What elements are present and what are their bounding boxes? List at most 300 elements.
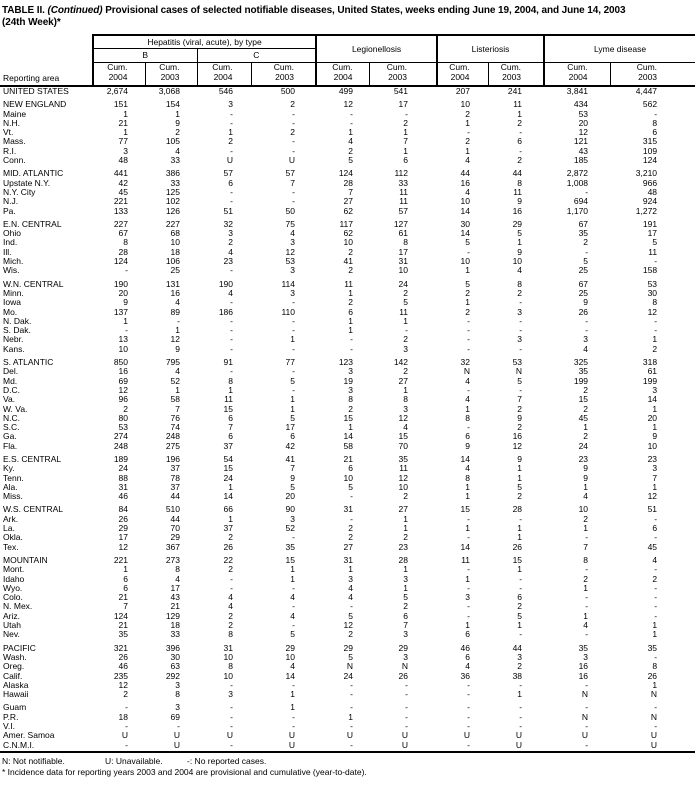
cell-value: - <box>230 316 233 326</box>
cell-value: 11 <box>513 187 523 197</box>
cell-value: 35 <box>285 542 296 552</box>
cell-value: 125 <box>165 187 180 197</box>
cell-value: 9 <box>517 247 523 257</box>
table-row <box>0 257 695 266</box>
table-row <box>0 317 695 326</box>
cell-value: - <box>405 712 409 722</box>
cell-value: 2 <box>517 662 523 672</box>
cell-value: - <box>230 703 233 713</box>
cell-value: 3 <box>175 703 180 713</box>
cell-value: 29 <box>118 524 128 534</box>
cell-value: - <box>467 611 471 621</box>
cell-value: 127 <box>393 219 409 229</box>
cell-value: 44 <box>170 492 180 502</box>
cell-value: - <box>467 385 471 395</box>
cell-value: 89 <box>170 307 180 317</box>
cell-value: 12 <box>118 542 128 552</box>
cell-value: 29 <box>170 533 180 543</box>
table-row <box>0 630 695 639</box>
cell-value: 9 <box>290 473 296 483</box>
cell-value: 7 <box>123 602 128 612</box>
cell-reporting-area: R.I. <box>3 146 17 156</box>
cell-reporting-area: E.S. CENTRAL <box>3 454 62 464</box>
cell-value: 24 <box>398 279 409 289</box>
cell-value: - <box>654 316 658 326</box>
table-bottom-rule <box>0 751 695 754</box>
cell-value: 227 <box>113 219 128 229</box>
cell-value: 190 <box>113 279 128 289</box>
cum-label: Cum. <box>636 62 658 72</box>
cell-value: 41 <box>285 454 296 464</box>
cell-value: - <box>230 335 233 345</box>
table-row <box>0 722 695 731</box>
cell-value: 48 <box>118 156 128 166</box>
cell-value: 24 <box>118 464 128 474</box>
cell-value: 74 <box>170 423 180 433</box>
cell-value: 78 <box>170 473 180 483</box>
cell-value: 2 <box>652 574 658 584</box>
table-row <box>0 672 695 681</box>
cell-value: 17 <box>398 100 409 110</box>
cell-value: 8 <box>465 473 471 483</box>
cell-value: - <box>230 712 233 722</box>
cell-value: 11 <box>399 464 409 474</box>
cell-reporting-area: Minn. <box>3 288 24 298</box>
cell-reporting-area: Tenn. <box>3 473 24 483</box>
cell-reporting-area: Wyo. <box>3 583 23 593</box>
cell-value: 33 <box>398 178 409 188</box>
footnote-not-notifiable: N: Not notifiable. <box>2 756 65 767</box>
cell-value: - <box>230 266 233 276</box>
table-row <box>0 128 695 137</box>
cell-value: 105 <box>165 137 180 147</box>
cell-value: 6 <box>348 307 354 317</box>
cell-reporting-area: W. Va. <box>3 404 28 414</box>
cell-value: 1 <box>290 395 296 405</box>
table-row <box>0 207 695 216</box>
cell-value: 3 <box>583 652 589 662</box>
cell-reporting-area: Utah <box>3 621 21 631</box>
cell-value: 2 <box>517 423 523 433</box>
cell-value: 25 <box>170 266 180 276</box>
cell-value: 28 <box>398 555 409 565</box>
cell-value: - <box>519 326 523 336</box>
cell-value: 17 <box>398 247 409 257</box>
cell-value: 1 <box>583 524 589 534</box>
cell-value: 12 <box>398 413 409 423</box>
cell-value: 1 <box>652 621 658 631</box>
cell-reporting-area: D.C. <box>3 385 20 395</box>
cell-value: 8 <box>517 178 523 188</box>
cell-value: 69 <box>170 712 180 722</box>
cell-value: 227 <box>165 219 180 229</box>
cell-value: - <box>519 146 523 156</box>
cell-value: 3,841 <box>566 86 589 96</box>
cell-value: - <box>467 565 471 575</box>
table-row <box>0 593 695 602</box>
cell-reporting-area: Nev. <box>3 630 20 640</box>
cell-value: 1 <box>403 128 409 138</box>
cum-label: Cum. <box>449 62 470 72</box>
cell-value: - <box>519 514 523 524</box>
cell-value: 3 <box>403 344 409 354</box>
cell-value: 10 <box>118 344 128 354</box>
cell-value: 158 <box>642 266 658 276</box>
year-label: 2004 <box>333 71 353 82</box>
table-row <box>0 644 695 653</box>
cell-value: 66 <box>223 505 233 515</box>
cell-value: - <box>230 187 233 197</box>
cell-value: - <box>585 630 589 640</box>
cell-value: - <box>292 621 296 631</box>
cell-value: 1,008 <box>566 178 589 188</box>
cell-value: 35 <box>578 643 589 653</box>
cell-value: 4 <box>465 376 471 386</box>
cell-value: 30 <box>170 652 180 662</box>
cell-value: - <box>467 602 471 612</box>
cell-value: 16 <box>460 178 471 188</box>
cell-value: 2 <box>290 128 296 138</box>
cell-value: 6 <box>465 652 471 662</box>
cell-value: - <box>405 703 409 713</box>
cell-value: 33 <box>170 156 180 166</box>
cell-value: 57 <box>285 169 296 179</box>
header-cum-lyme-2004 <box>544 63 610 87</box>
cell-value: 7 <box>290 178 296 188</box>
table-row <box>0 524 695 533</box>
cell-value: 46 <box>460 643 471 653</box>
cell-value: 20 <box>285 492 296 502</box>
cell-value: - <box>519 703 523 713</box>
cell-value: 1 <box>517 565 523 575</box>
cell-reporting-area: Okla. <box>3 533 23 543</box>
cell-value: 2 <box>348 524 354 534</box>
year-label: 2004 <box>450 71 470 82</box>
cell-value: 315 <box>642 137 658 147</box>
cell-value: - <box>654 593 658 603</box>
cell-value: 1 <box>123 128 128 138</box>
cell-value: 2 <box>228 533 233 543</box>
cell-value: 12 <box>170 335 180 345</box>
cell-value: 21 <box>170 602 180 612</box>
cell-value: 3 <box>123 146 128 156</box>
cell-value: - <box>654 109 658 119</box>
cell-value: 10 <box>223 652 233 662</box>
cell-value: 2 <box>403 367 409 377</box>
table-row <box>0 179 695 188</box>
cell-value: 5 <box>348 156 354 166</box>
cell-value: - <box>230 367 233 377</box>
cell-value: 7 <box>403 621 409 631</box>
cell-value: 1 <box>517 621 523 631</box>
cell-value: 2 <box>348 247 354 257</box>
cell-value: U <box>226 156 233 166</box>
cell-value: 24 <box>578 441 589 451</box>
cell-value: - <box>350 722 354 731</box>
table-row <box>0 681 695 690</box>
cell-value: 52 <box>170 376 180 386</box>
year-label: 2004 <box>568 71 588 82</box>
cell-reporting-area: Fla. <box>3 441 18 451</box>
table-row <box>0 197 695 206</box>
cell-value: - <box>230 118 233 128</box>
cell-value: 124 <box>642 156 658 166</box>
cell-value: 23 <box>647 454 658 464</box>
table-row <box>0 556 695 565</box>
cell-value: 53 <box>118 423 128 433</box>
cell-value: - <box>467 533 471 543</box>
cell-value: U <box>173 740 180 750</box>
cell-value: 7 <box>517 395 523 405</box>
table-row <box>0 612 695 621</box>
cell-value: 26 <box>398 671 409 681</box>
table-row <box>0 335 695 344</box>
cell-value: 129 <box>165 611 180 621</box>
cell-value: U <box>121 731 128 741</box>
cell-reporting-area: S. ATLANTIC <box>3 358 54 368</box>
cell-value: N <box>463 367 471 377</box>
cell-value: 5 <box>583 257 589 267</box>
cell-value: 2 <box>403 288 409 298</box>
cell-reporting-area: N. Mex. <box>3 602 33 612</box>
cell-value: 48 <box>647 187 658 197</box>
cell-value: - <box>292 137 296 147</box>
cell-value: 10 <box>398 482 409 492</box>
cell-value: 1 <box>290 404 296 414</box>
cell-value: 2 <box>517 404 523 414</box>
cell-value: 2 <box>583 385 589 395</box>
cell-value: 84 <box>118 505 128 515</box>
cell-value: 131 <box>165 279 180 289</box>
table-row <box>0 483 695 492</box>
cell-value: 1 <box>290 335 296 345</box>
table-row <box>0 505 695 514</box>
cell-value: 1 <box>123 109 128 119</box>
cell-value: - <box>125 266 128 276</box>
cell-value: 58 <box>343 441 354 451</box>
cell-value: N <box>650 712 658 722</box>
header-listeriosis-group: Listeriosis <box>437 35 544 63</box>
cell-value: 4 <box>583 344 589 354</box>
cell-value: 10 <box>578 505 589 515</box>
cell-value: 33 <box>170 630 180 640</box>
cell-value: 2 <box>403 533 409 543</box>
cell-value: 6 <box>652 128 658 138</box>
cell-value: 1 <box>123 565 128 575</box>
cell-value: - <box>467 712 471 722</box>
cell-value: 5 <box>348 652 354 662</box>
cell-value: 2 <box>228 565 233 575</box>
cell-value: 1 <box>348 316 354 326</box>
cell-value: 62 <box>343 229 354 239</box>
cell-reporting-area: Vt. <box>3 128 14 138</box>
cell-value: - <box>125 326 128 336</box>
cell-value: 23 <box>578 454 589 464</box>
cell-value: 57 <box>223 169 233 179</box>
cell-value: U <box>515 740 523 750</box>
cell-value: 77 <box>285 358 296 368</box>
cell-value: 11 <box>344 279 354 289</box>
table-row <box>0 266 695 275</box>
cell-value: 1 <box>175 385 180 395</box>
header-cum-legionellosis-2004 <box>316 63 369 87</box>
cell-value: 44 <box>512 169 523 179</box>
cell-value: 441 <box>113 169 128 179</box>
table-row <box>0 492 695 501</box>
cell-value: 2 <box>228 137 233 147</box>
cell-value: 20 <box>118 288 128 298</box>
cell-value: 31 <box>398 257 409 267</box>
cell-value: 2 <box>290 100 296 110</box>
cell-value: 221 <box>113 197 128 207</box>
cell-value: 114 <box>281 279 296 289</box>
cell-value: 1 <box>517 533 523 543</box>
cell-value: 62 <box>343 206 354 216</box>
cell-value: 924 <box>642 197 658 207</box>
cell-value: 37 <box>170 482 180 492</box>
cell-value: 2,674 <box>106 86 128 96</box>
table-title-line1 <box>2 5 695 17</box>
cell-value: 31 <box>343 555 354 565</box>
cell-value: 21 <box>118 621 128 631</box>
cell-value: 3,210 <box>635 169 658 179</box>
table-row <box>0 367 695 376</box>
cell-reporting-area: MID. ATLANTIC <box>3 169 64 179</box>
table-row <box>0 602 695 611</box>
cell-value: 2 <box>228 238 233 248</box>
cell-value: 4 <box>228 593 233 603</box>
cell-value: N <box>581 712 589 722</box>
cell-value: - <box>350 344 354 354</box>
cell-value: 5 <box>290 376 296 386</box>
cell-value: 4 <box>348 137 354 147</box>
cell-value: - <box>519 722 523 731</box>
cell-value: 68 <box>170 229 180 239</box>
cell-value: 2 <box>348 630 354 640</box>
cell-value: - <box>654 602 658 612</box>
cell-value: 32 <box>460 358 471 368</box>
cell-value: 1 <box>517 109 523 119</box>
cell-value: 6 <box>123 574 128 584</box>
cell-value: 2 <box>583 432 589 442</box>
cell-value: 14 <box>460 229 471 239</box>
cell-value: - <box>405 722 409 731</box>
cell-value: 10 <box>647 441 658 451</box>
cell-value: 5 <box>465 238 471 248</box>
cell-value: 24 <box>343 671 354 681</box>
cell-value: - <box>585 703 589 713</box>
cell-value: 77 <box>118 137 128 147</box>
cell-value: 1 <box>465 404 471 414</box>
cell-value: 45 <box>647 542 658 552</box>
cell-value: 4 <box>348 593 354 603</box>
cell-value: 109 <box>642 146 658 156</box>
cell-value: 1 <box>465 482 471 492</box>
cell-value: 27 <box>343 542 354 552</box>
footnote-incidence: * Incidence data for reporting years 2003 and 2004 are provisional and cumulative (year-to-date). <box>2 767 367 778</box>
cell-value: 9 <box>175 344 180 354</box>
cell-value: 1 <box>465 524 471 534</box>
cell-reporting-area: Wash. <box>3 652 27 662</box>
table-row <box>0 147 695 156</box>
cell-value: 12 <box>398 473 409 483</box>
cell-value: 1 <box>465 118 471 128</box>
cell-value: 17 <box>285 423 296 433</box>
cell-value: 6 <box>403 611 409 621</box>
cell-value: 76 <box>170 413 180 423</box>
cell-value: 3 <box>290 288 296 298</box>
cell-value: 4,447 <box>635 86 658 96</box>
cell-value: 1 <box>123 316 128 326</box>
cell-value: 499 <box>338 86 354 96</box>
cell-value: 20 <box>647 413 658 423</box>
cell-value: 14 <box>223 492 233 502</box>
cell-value: 1 <box>465 492 471 502</box>
cell-value: 31 <box>223 643 233 653</box>
cell-value: 121 <box>573 137 589 147</box>
cell-value: 7 <box>228 423 233 433</box>
cell-value: 12 <box>578 128 589 138</box>
cell-value: 4 <box>290 229 296 239</box>
cell-value: 11 <box>648 247 658 257</box>
cell-value: 6 <box>517 593 523 603</box>
cell-value: 11 <box>399 187 409 197</box>
cell-value: 37 <box>170 464 180 474</box>
cell-value: - <box>292 344 296 354</box>
cell-value: - <box>585 680 589 690</box>
cell-value: 91 <box>223 358 233 368</box>
cell-value: 29 <box>343 643 354 653</box>
cell-value: 6 <box>652 524 658 534</box>
cell-value: 15 <box>578 395 589 405</box>
cell-value: - <box>654 652 658 662</box>
cell-value: - <box>292 722 296 731</box>
cell-value: 106 <box>165 257 180 267</box>
cell-value: - <box>654 257 658 267</box>
footnote-legend <box>2 756 695 767</box>
cell-value: 318 <box>642 358 658 368</box>
footnote-no-reported-cases: -: No reported cases. <box>187 756 267 767</box>
cell-reporting-area: Upstate N.Y. <box>3 178 51 188</box>
cell-value: 44 <box>170 514 180 524</box>
cell-value: 46 <box>118 492 128 502</box>
cell-value: 1 <box>348 423 354 433</box>
table-row <box>0 621 695 630</box>
cell-value: 27 <box>398 505 409 515</box>
cell-value: 1 <box>290 690 296 700</box>
cell-value: 67 <box>578 219 589 229</box>
cell-value: - <box>125 740 128 750</box>
cell-value: 11 <box>399 307 409 317</box>
cell-value: 1 <box>403 565 409 575</box>
table-row <box>0 432 695 441</box>
table-row <box>0 395 695 404</box>
cell-value: 1 <box>403 524 409 534</box>
cell-value: 1 <box>403 385 409 395</box>
cell-value: - <box>467 740 471 750</box>
cell-value: - <box>230 146 233 156</box>
cell-value: 4 <box>652 555 658 565</box>
cell-value: - <box>519 574 523 584</box>
cell-value: 26 <box>647 671 658 681</box>
cell-value: 26 <box>512 542 523 552</box>
cell-value: 2 <box>123 690 128 700</box>
cell-value: 15 <box>460 505 471 515</box>
cell-value: 26 <box>223 542 233 552</box>
cell-value: 29 <box>285 643 296 653</box>
cell-value: U <box>401 740 409 750</box>
cell-value: 11 <box>461 555 471 565</box>
